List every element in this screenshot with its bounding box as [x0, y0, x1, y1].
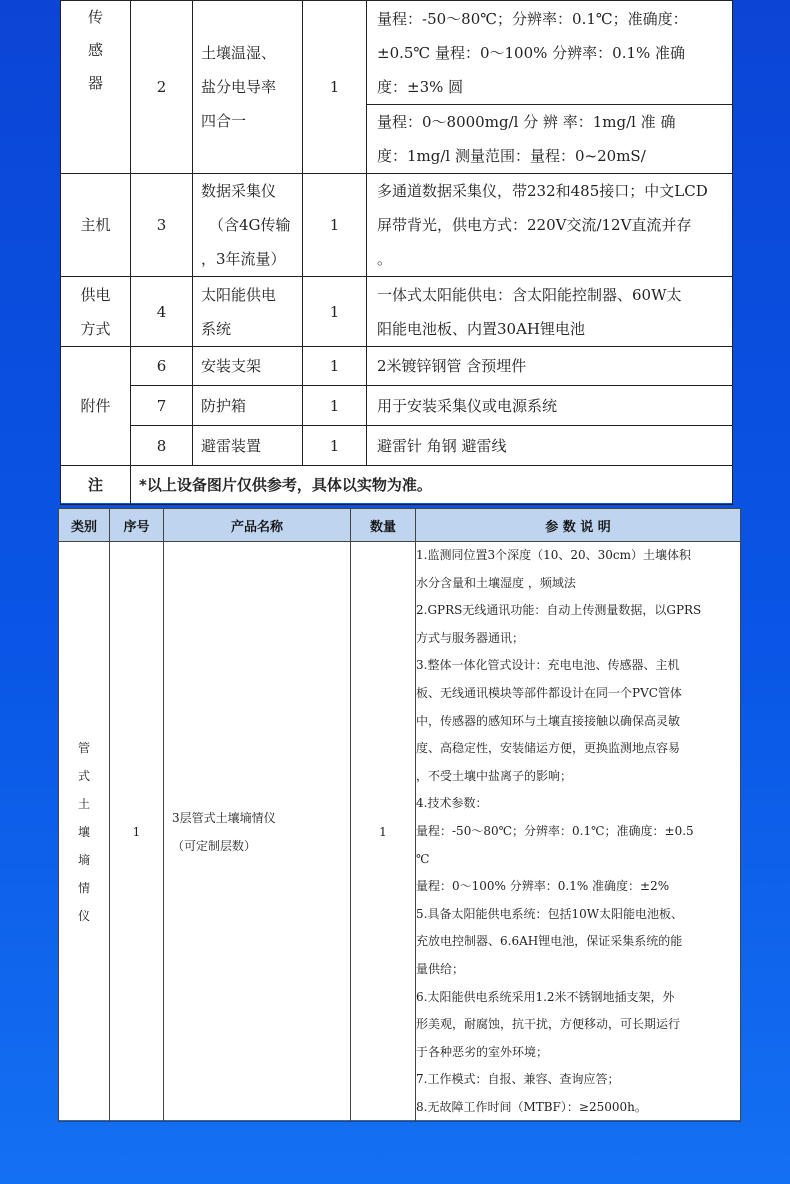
spec-line: 于各种恶劣的室外环境； — [416, 1044, 549, 1059]
category-char: 情 — [77, 880, 90, 895]
spec-line: 度、高稳定性，安装储运方便，更换监测地点容易 — [416, 741, 681, 756]
table-row-note — [61, 466, 733, 505]
category-char: 土 — [77, 796, 90, 811]
quantity: 1 — [303, 277, 367, 347]
spec-line: ℃ — [416, 851, 430, 866]
spec-accessory: 避雷针 角钢 避雷线 — [367, 426, 733, 466]
category-pipe-soil-moisture — [59, 542, 110, 1122]
name-line: 太阳能供电 — [201, 285, 277, 304]
name-line: 盐分电导率 — [201, 78, 277, 96]
category-char: 感 — [87, 41, 103, 59]
category-power — [61, 277, 131, 347]
header-category: 类别 — [59, 509, 110, 542]
product-name: 避雷装置 — [193, 426, 303, 466]
product-name — [193, 1, 303, 174]
name-line: 土壤温湿、 — [201, 44, 277, 62]
parameter-description — [416, 542, 741, 1122]
row-number: 3 — [131, 174, 193, 277]
product-name — [164, 542, 351, 1122]
equipment-table-bottom — [58, 508, 741, 1122]
name-line: 系统 — [201, 319, 232, 338]
spec-line: 。 — [377, 250, 393, 268]
note-label: 注 — [61, 466, 131, 505]
table-row-accessory — [61, 386, 733, 426]
spec-line: 中，传感器的感知环与土壤直接接触以确保高灵敏 — [416, 713, 681, 728]
quantity: 1 — [351, 542, 416, 1122]
category-char: 墒 — [77, 852, 90, 867]
spec-line: 量程：-50～80℃；分辨率：0.1℃；准确度：±0.5 — [416, 823, 694, 838]
category-char: 仪 — [77, 908, 90, 923]
row-number: 4 — [131, 277, 193, 347]
spec-line: 度：1mg/l 测量范围：量程：0~20mS/ — [377, 147, 646, 165]
spec-accessory: 2米镀锌钢管 含预埋件 — [367, 347, 733, 386]
spec-line: 1.监测同位置3个深度（10、20、30cm）土壤体积 — [416, 548, 691, 562]
quantity: 1 — [303, 174, 367, 277]
spec-line: 度：±3% 圆 — [377, 77, 464, 96]
category-char: 壤 — [77, 824, 90, 839]
category-line: 供电 — [80, 285, 111, 304]
spec-conductivity — [367, 105, 733, 174]
spec-accessory: 用于安装采集仪或电源系统 — [367, 386, 733, 426]
spec-line: 2.GPRS无线通讯功能：自动上传测量数据，以GPRS — [416, 603, 702, 618]
spec-line: ，不受土壤中盐离子的影响； — [416, 768, 573, 783]
category-char: 管 — [77, 740, 90, 755]
product-name — [193, 277, 303, 347]
spec-line: 一体式太阳能供电：含太阳能控制器、60W太 — [377, 285, 682, 304]
row-number: 1 — [110, 542, 164, 1122]
row-number: 7 — [131, 386, 193, 426]
spec-host — [367, 174, 733, 277]
spec-line: 屏带背光，供电方式：220V交流/12V直流并存 — [377, 216, 692, 234]
spec-power — [367, 277, 733, 347]
spec-line: 量程：0～8000mg/l 分 辨 率：1mg/l 准 确 — [377, 113, 676, 131]
quantity: 1 — [303, 347, 367, 386]
spec-line: 5.具备太阳能供电系统：包括10W太阳能电池板、 — [416, 906, 684, 921]
name-line: 四合一 — [201, 112, 247, 130]
category-host: 主机 — [61, 174, 131, 277]
row-number: 8 — [131, 426, 193, 466]
category-line: 方式 — [80, 319, 111, 338]
spec-line: 方式与服务器通讯； — [416, 630, 525, 645]
spec-line: 阳能电池板、内置30AH锂电池 — [377, 319, 586, 338]
quantity: 1 — [303, 1, 367, 174]
spec-line: 7.工作模式：自报、兼容、查询应答； — [416, 1072, 620, 1087]
product-name — [193, 174, 303, 277]
category-accessories: 附件 — [61, 347, 131, 466]
name-line: （含4G传输 — [209, 216, 291, 234]
category-sensor — [61, 1, 131, 174]
spec-line: 板、无线通讯模块等部件都设计在同一个PVC管体 — [416, 685, 682, 700]
spec-line: 多通道数据采集仪，带232和485接口；中文LCD — [377, 182, 708, 200]
category-char: 式 — [77, 768, 90, 783]
spec-line: ±0.5℃ 量程：0～100% 分辨率：0.1% 准确 — [377, 43, 686, 62]
equipment-list-bottom-panel — [58, 508, 740, 1120]
spec-temperature-humidity — [367, 1, 733, 105]
table-row-power — [61, 277, 733, 347]
quantity: 1 — [303, 386, 367, 426]
row-number: 6 — [131, 347, 193, 386]
name-line: 3层管式土壤墒情仪 — [172, 810, 276, 825]
header-quantity: 数量 — [351, 509, 416, 542]
spec-line: 充放电控制器、6.6AH锂电池，保证采集系统的能 — [416, 934, 683, 949]
spec-line: 量供给； — [416, 961, 465, 976]
table-row-accessory — [61, 426, 733, 466]
spec-line: 6.太阳能供电系统采用1.2米不锈钢地插支架，外 — [416, 989, 675, 1004]
equipment-table-top — [60, 0, 733, 505]
product-name: 防护箱 — [193, 386, 303, 426]
note-text: *以上设备图片仅供参考，具体以实物为准。 — [131, 466, 733, 505]
table-row — [59, 542, 741, 1122]
header-parameters: 参 数 说 明 — [416, 509, 741, 542]
table-row-host — [61, 174, 733, 277]
product-name: 安装支架 — [193, 347, 303, 386]
equipment-list-top-panel — [60, 0, 732, 503]
spec-line: 水分含量和土壤湿度 ，频域法 — [416, 575, 576, 590]
spec-line: 8.无故障工作时间（MTBF）：≥25000h。 — [416, 1099, 647, 1114]
category-char: 器 — [87, 74, 103, 92]
header-product-name: 产品名称 — [164, 509, 351, 542]
spec-line: 量程：-50～80℃；分辨率：0.1℃；准确度： — [377, 9, 688, 28]
spec-line: 量程：0～100% 分辨率：0.1% 准确度：±2% — [416, 879, 670, 894]
quantity: 1 — [303, 426, 367, 466]
spec-line: 形美观，耐腐蚀，抗干扰，方便移动，可长期运行 — [416, 1017, 681, 1032]
spec-line: 4.技术参数： — [416, 796, 488, 811]
spec-line: 3.整体一体化管式设计：充电电池、传感器、主机 — [416, 658, 680, 673]
row-number: 2 — [131, 1, 193, 174]
header-number: 序号 — [110, 509, 164, 542]
table-header-row — [59, 509, 741, 542]
name-line: （可定制层数） — [172, 838, 257, 853]
category-char: 传 — [87, 8, 103, 26]
table-row-sensor — [61, 1, 733, 105]
name-line: 数据采集仪 — [201, 182, 277, 200]
name-line: ，3年流量） — [201, 250, 286, 268]
table-row-accessory — [61, 347, 733, 386]
